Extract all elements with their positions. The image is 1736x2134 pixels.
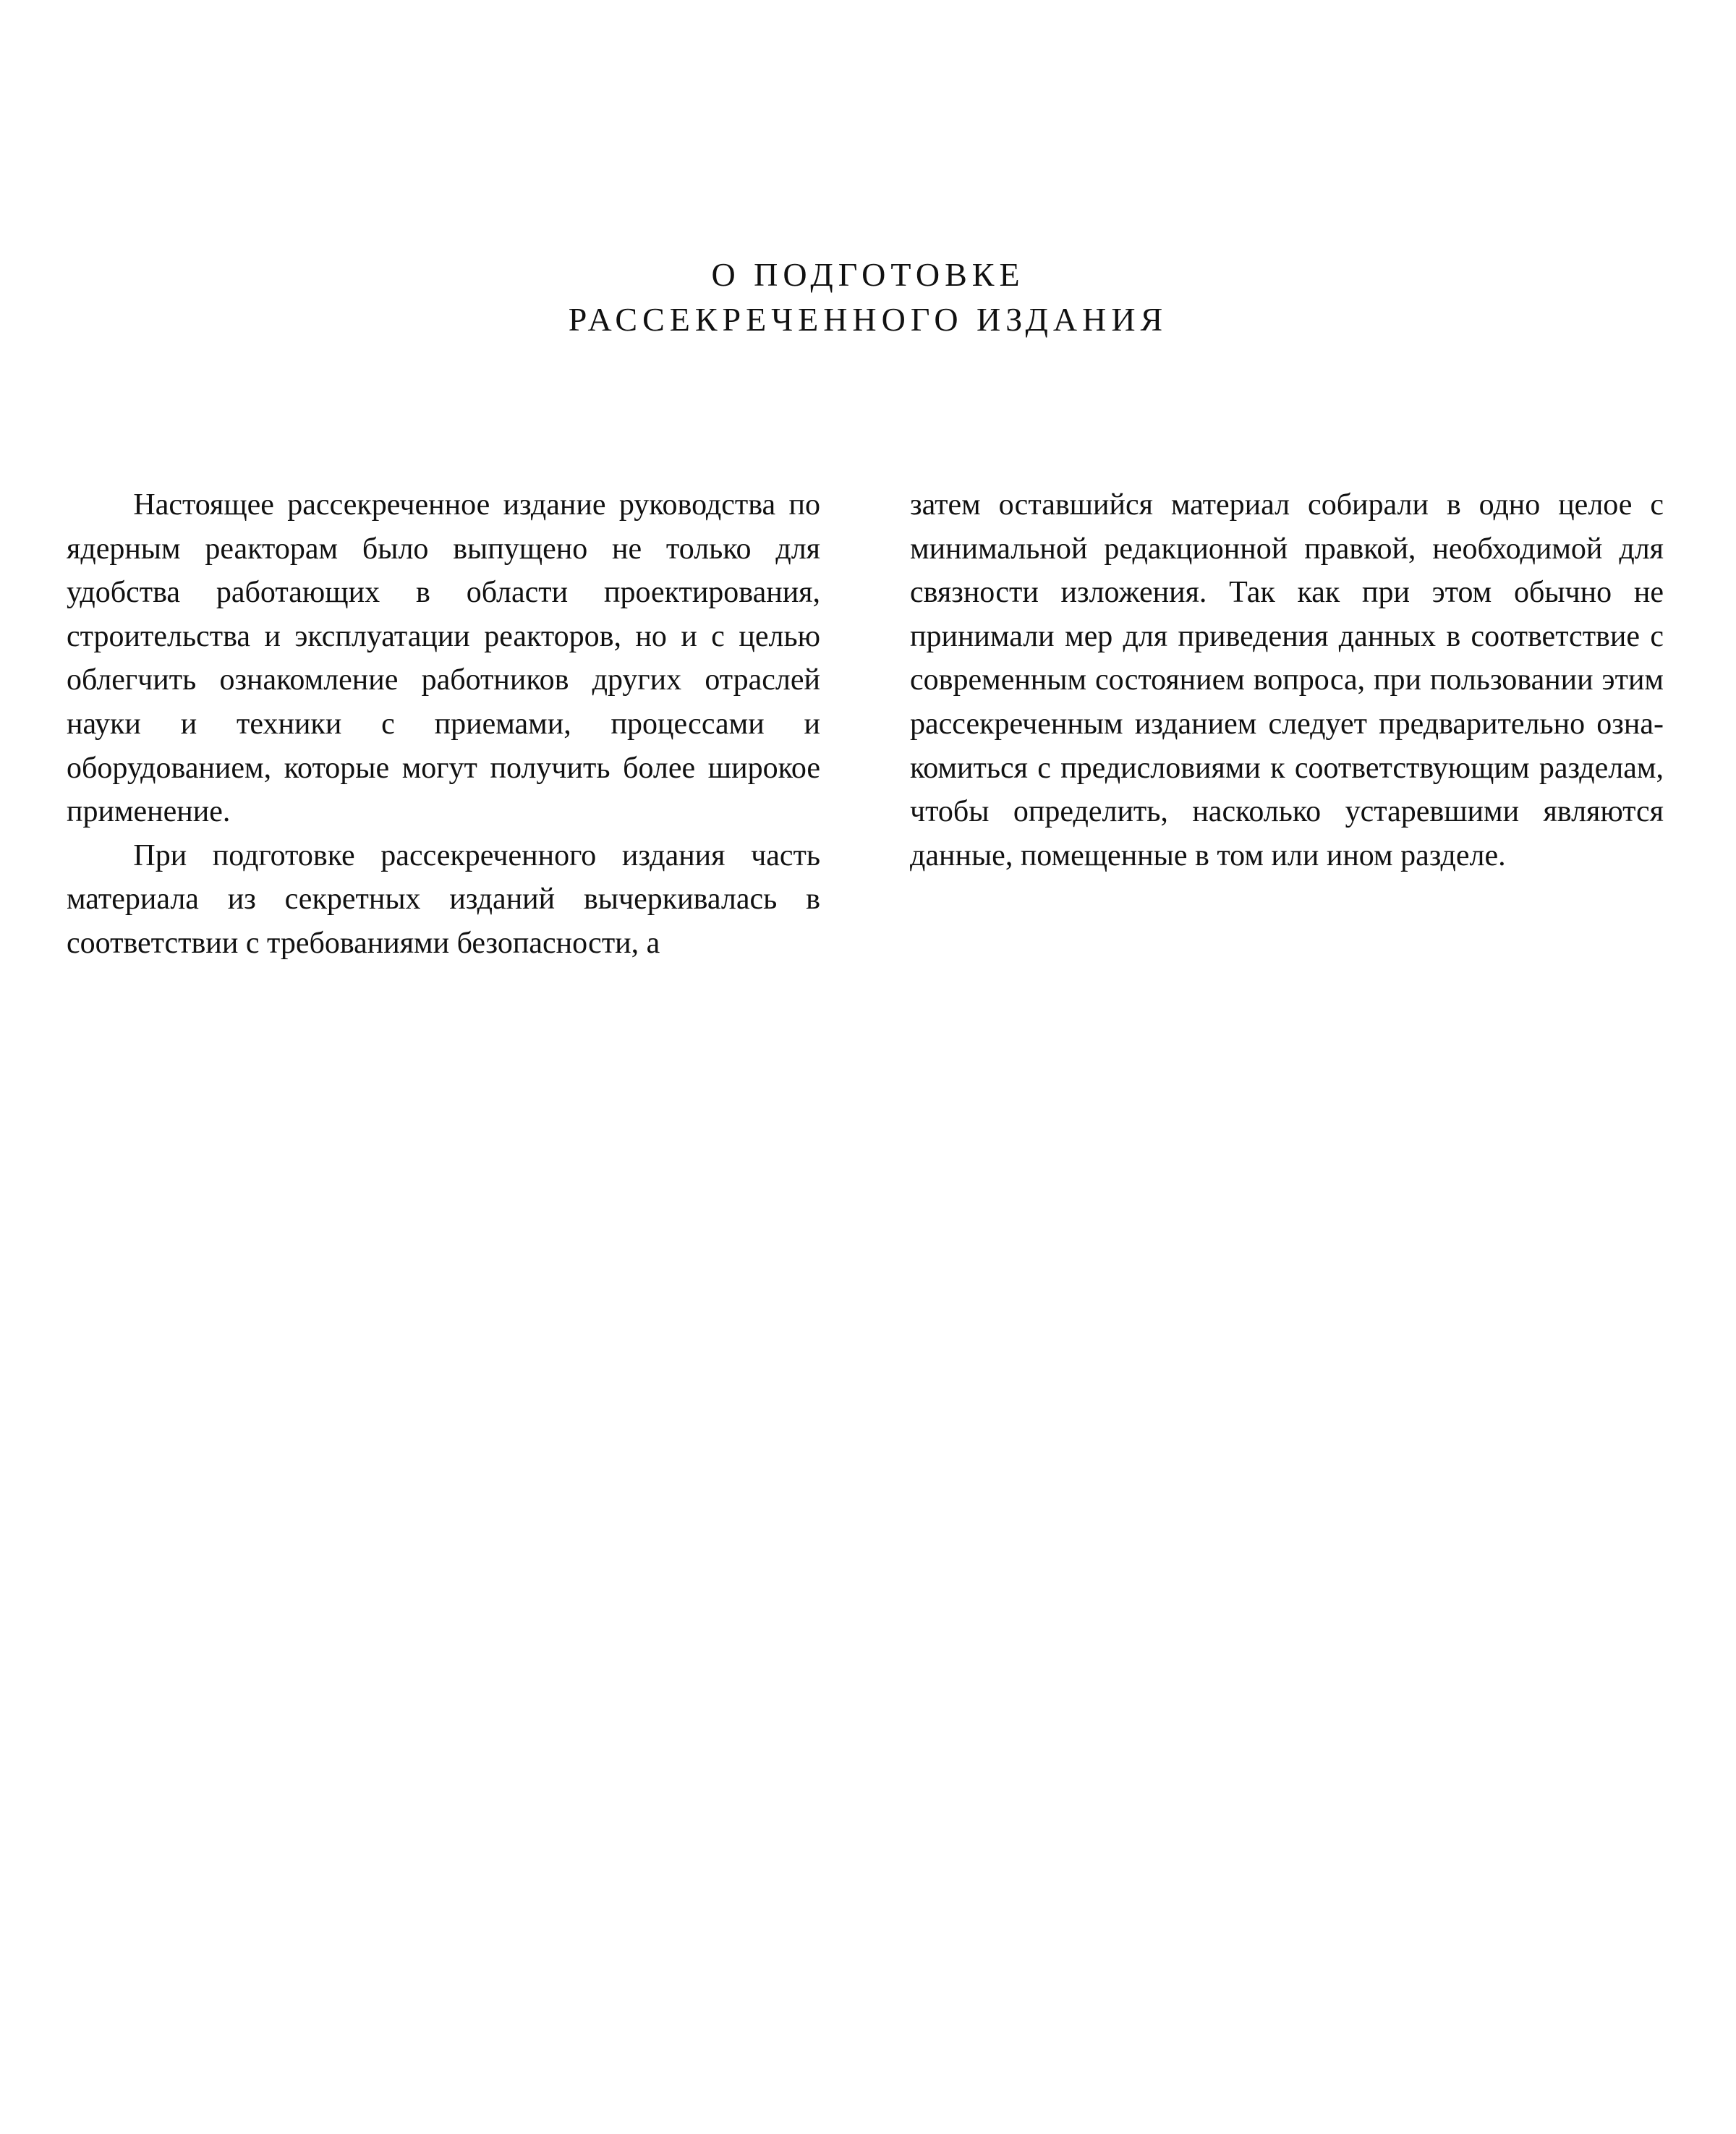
paragraph-2-continuation: затем оставшийся материал собирали в одно целое с минимальной редакционной правкой, необходимой для связности изложения. Так как при этом обычно не принимали мер для приведения данных в соответствие с современным состоянием вопроса, при пользовании этим рассекреченным изданием следует предварительно ознакомиться с предисловиями к соответствующим разделам, чтобы определить, насколько устаревшими являются данные, помещенные в том или ином разделе.: [910, 488, 1664, 872]
right-text-column: [910, 483, 1664, 877]
left-text-column: [67, 483, 820, 966]
paragraph-1: Настоящее рассекреченное издание руководства по ядерным реакторам было выпущено не только для удобства работающих в области проектирования, строительства и эксплуатации реакторов, но и с целью облегчить ознакомление работников других отраслей науки и техники с приемами, процессами и оборудованием, которые могут получить более широкое применение.: [67, 488, 820, 829]
paragraph-2: При подготовке рассекреченного издания часть материала из секретных изданий вычеркивалась в соответствии с требованиями безопасности, а: [67, 838, 820, 960]
title-line-2: РАССЕКРЕЧЕННОГО ИЗДАНИЯ: [568, 300, 1168, 338]
title-line-1: О ПОДГОТОВКЕ: [711, 255, 1025, 293]
page-title: [0, 252, 1736, 342]
